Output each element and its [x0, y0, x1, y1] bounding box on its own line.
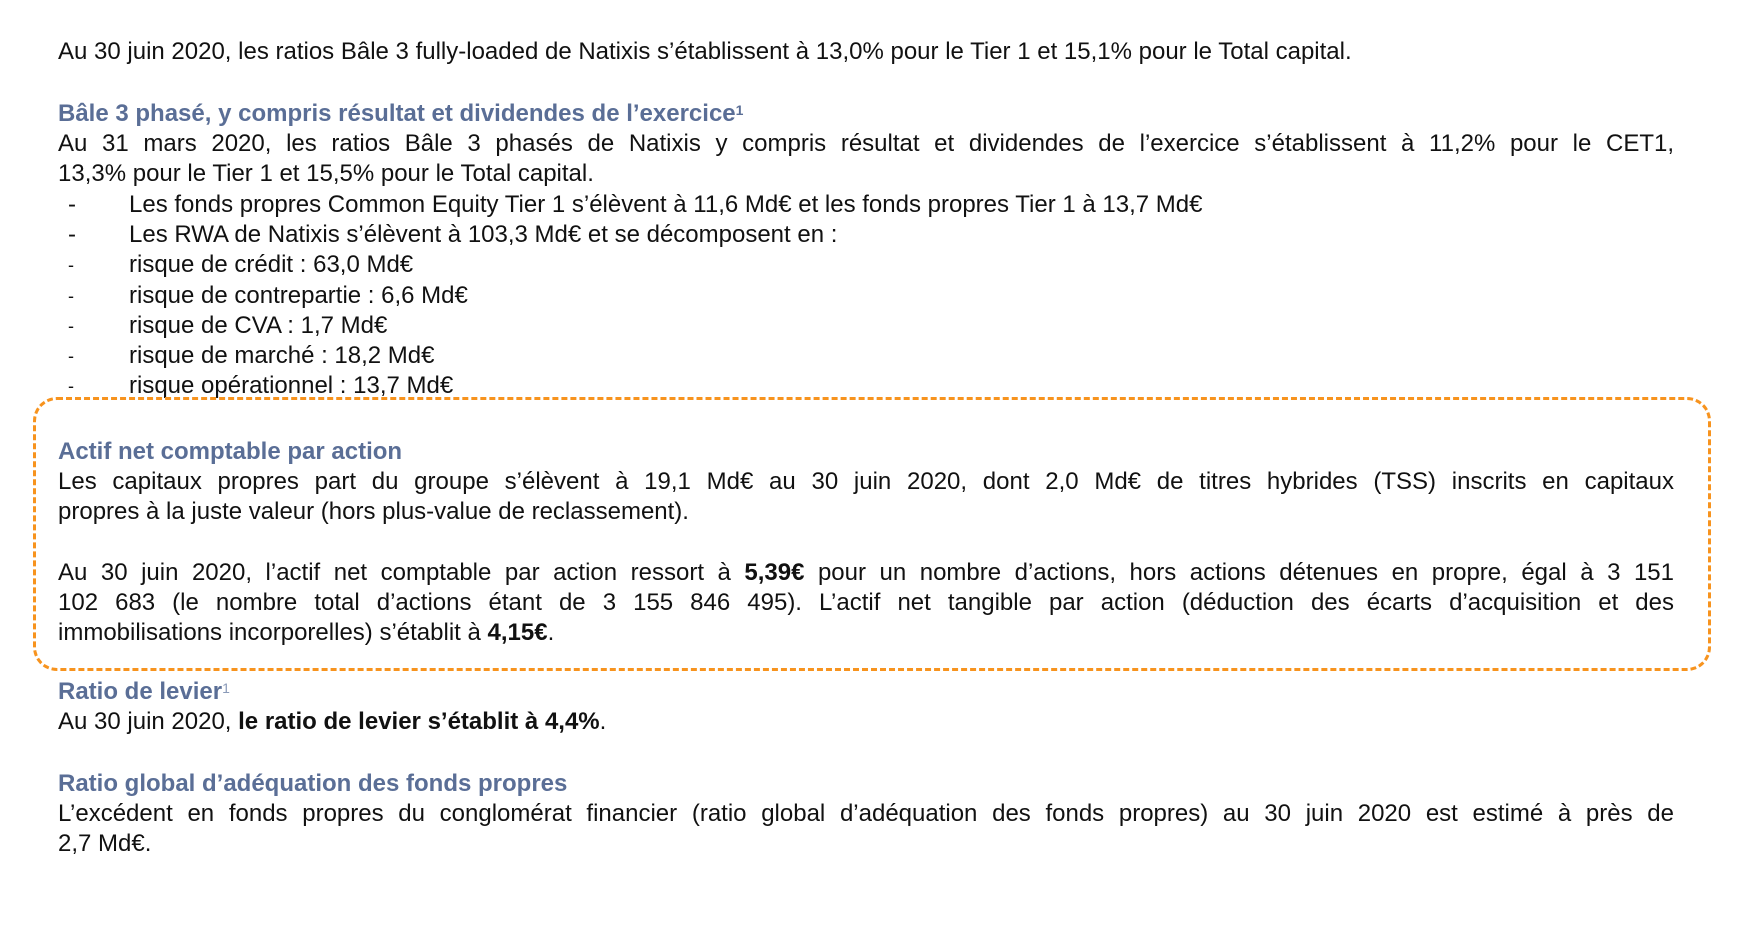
actif-p2-line3-b: .	[547, 619, 555, 646]
actif-p2-line1	[58, 558, 1674, 588]
actif-p2-line3	[58, 618, 554, 648]
actif-tangible-value: 4,15€	[487, 619, 548, 646]
global-line1: L’excédent en fonds propres du conglomérat financier (ratio global d’adéquation des fonds propres) au 30 juin 2020 est estimé à près de	[58, 800, 1674, 827]
bullet-dash: -	[68, 255, 74, 275]
levier-footnote: 1	[222, 680, 230, 696]
bale3-para-line2: 13,3% pour le Tier 1 et 15,5% pour le Total capital.	[58, 160, 594, 187]
bullet-cva: risque de CVA : 1,7 Md€	[129, 312, 388, 339]
bullet-dash: -	[68, 316, 74, 336]
bullet-dash: -	[68, 286, 74, 306]
bullet-credit: risque de crédit : 63,0 Md€	[129, 251, 414, 278]
levier-text-bold: le ratio de levier s’établit à 4,4%	[238, 708, 600, 735]
actif-p1-line1: Les capitaux propres part du groupe s’élèvent à 19,1 Md€ au 30 juin 2020, dont 2,0 Md€ de titres hybrides (TSS) inscrits en capitaux	[58, 468, 1674, 495]
bale3-heading	[58, 99, 743, 129]
top-cut-line	[0, 0, 1762, 1]
levier-text-a: Au 30 juin 2020,	[58, 708, 239, 735]
actif-p1-line2: propres à la juste valeur (hors plus-value de reclassement).	[58, 498, 689, 525]
bullet-cet1: Les fonds propres Common Equity Tier 1 s’élèvent à 11,6 Md€ et les fonds propres Tier 1 à 13,7 Md€	[129, 191, 1203, 218]
bullet-operationnel: risque opérationnel : 13,7 Md€	[129, 372, 454, 398]
global-heading: Ratio global d’adéquation des fonds propres	[58, 770, 568, 797]
actif-heading: Actif net comptable par action	[58, 438, 403, 465]
levier-heading	[58, 677, 230, 707]
intro-paragraph: Au 30 juin 2020, les ratios Bâle 3 fully-loaded de Natixis s’établissent à 13,0% pour le Tier 1 et 15,1% pour le Total capital.	[58, 38, 1352, 65]
levier-heading-text: Ratio de levier	[58, 678, 223, 705]
bullet-dash: -	[68, 376, 74, 396]
actif-net-value: 5,39€	[744, 559, 805, 586]
levier-text	[58, 707, 606, 737]
actif-p2-line1-a: Au 30 juin 2020, l’actif net comptable par action ressort à	[58, 559, 745, 586]
actif-p2-line3-a: immobilisations incorporelles) s’établit à	[58, 619, 488, 646]
bullet-contrepartie: risque de contrepartie : 6,6 Md€	[129, 282, 468, 309]
bale3-para-line1: Au 31 mars 2020, les ratios Bâle 3 phasés de Natixis y compris résultat et dividendes de l’exercice s’établissent à 11,2% pour le CET1,	[58, 130, 1674, 157]
bale3-footnote: 1	[735, 102, 744, 118]
bullet-dash: -	[68, 346, 74, 366]
global-line2: 2,7 Md€.	[58, 830, 152, 857]
actif-p2-line2: 102 683 (le nombre total d’actions étant de 3 155 846 495). L’actif net tangible par action (déduction des écarts d’acquisition et des	[58, 589, 1674, 616]
bullet-operationnel-clip	[0, 370, 1762, 398]
levier-text-b: .	[599, 708, 607, 735]
bullet-rwa: Les RWA de Natixis s’élèvent à 103,3 Md€ et se décomposent en :	[129, 221, 838, 248]
bale3-heading-text: Bâle 3 phasé, y compris résultat et dividendes de l’exercice	[58, 100, 736, 127]
bullet-marche: risque de marché : 18,2 Md€	[129, 342, 435, 369]
actif-p2-line1-b: pour un nombre d’actions, hors actions détenues en propre, égal à 3 151	[804, 559, 1675, 586]
bullet-dash: -	[68, 221, 76, 248]
bullet-dash: -	[68, 191, 76, 218]
